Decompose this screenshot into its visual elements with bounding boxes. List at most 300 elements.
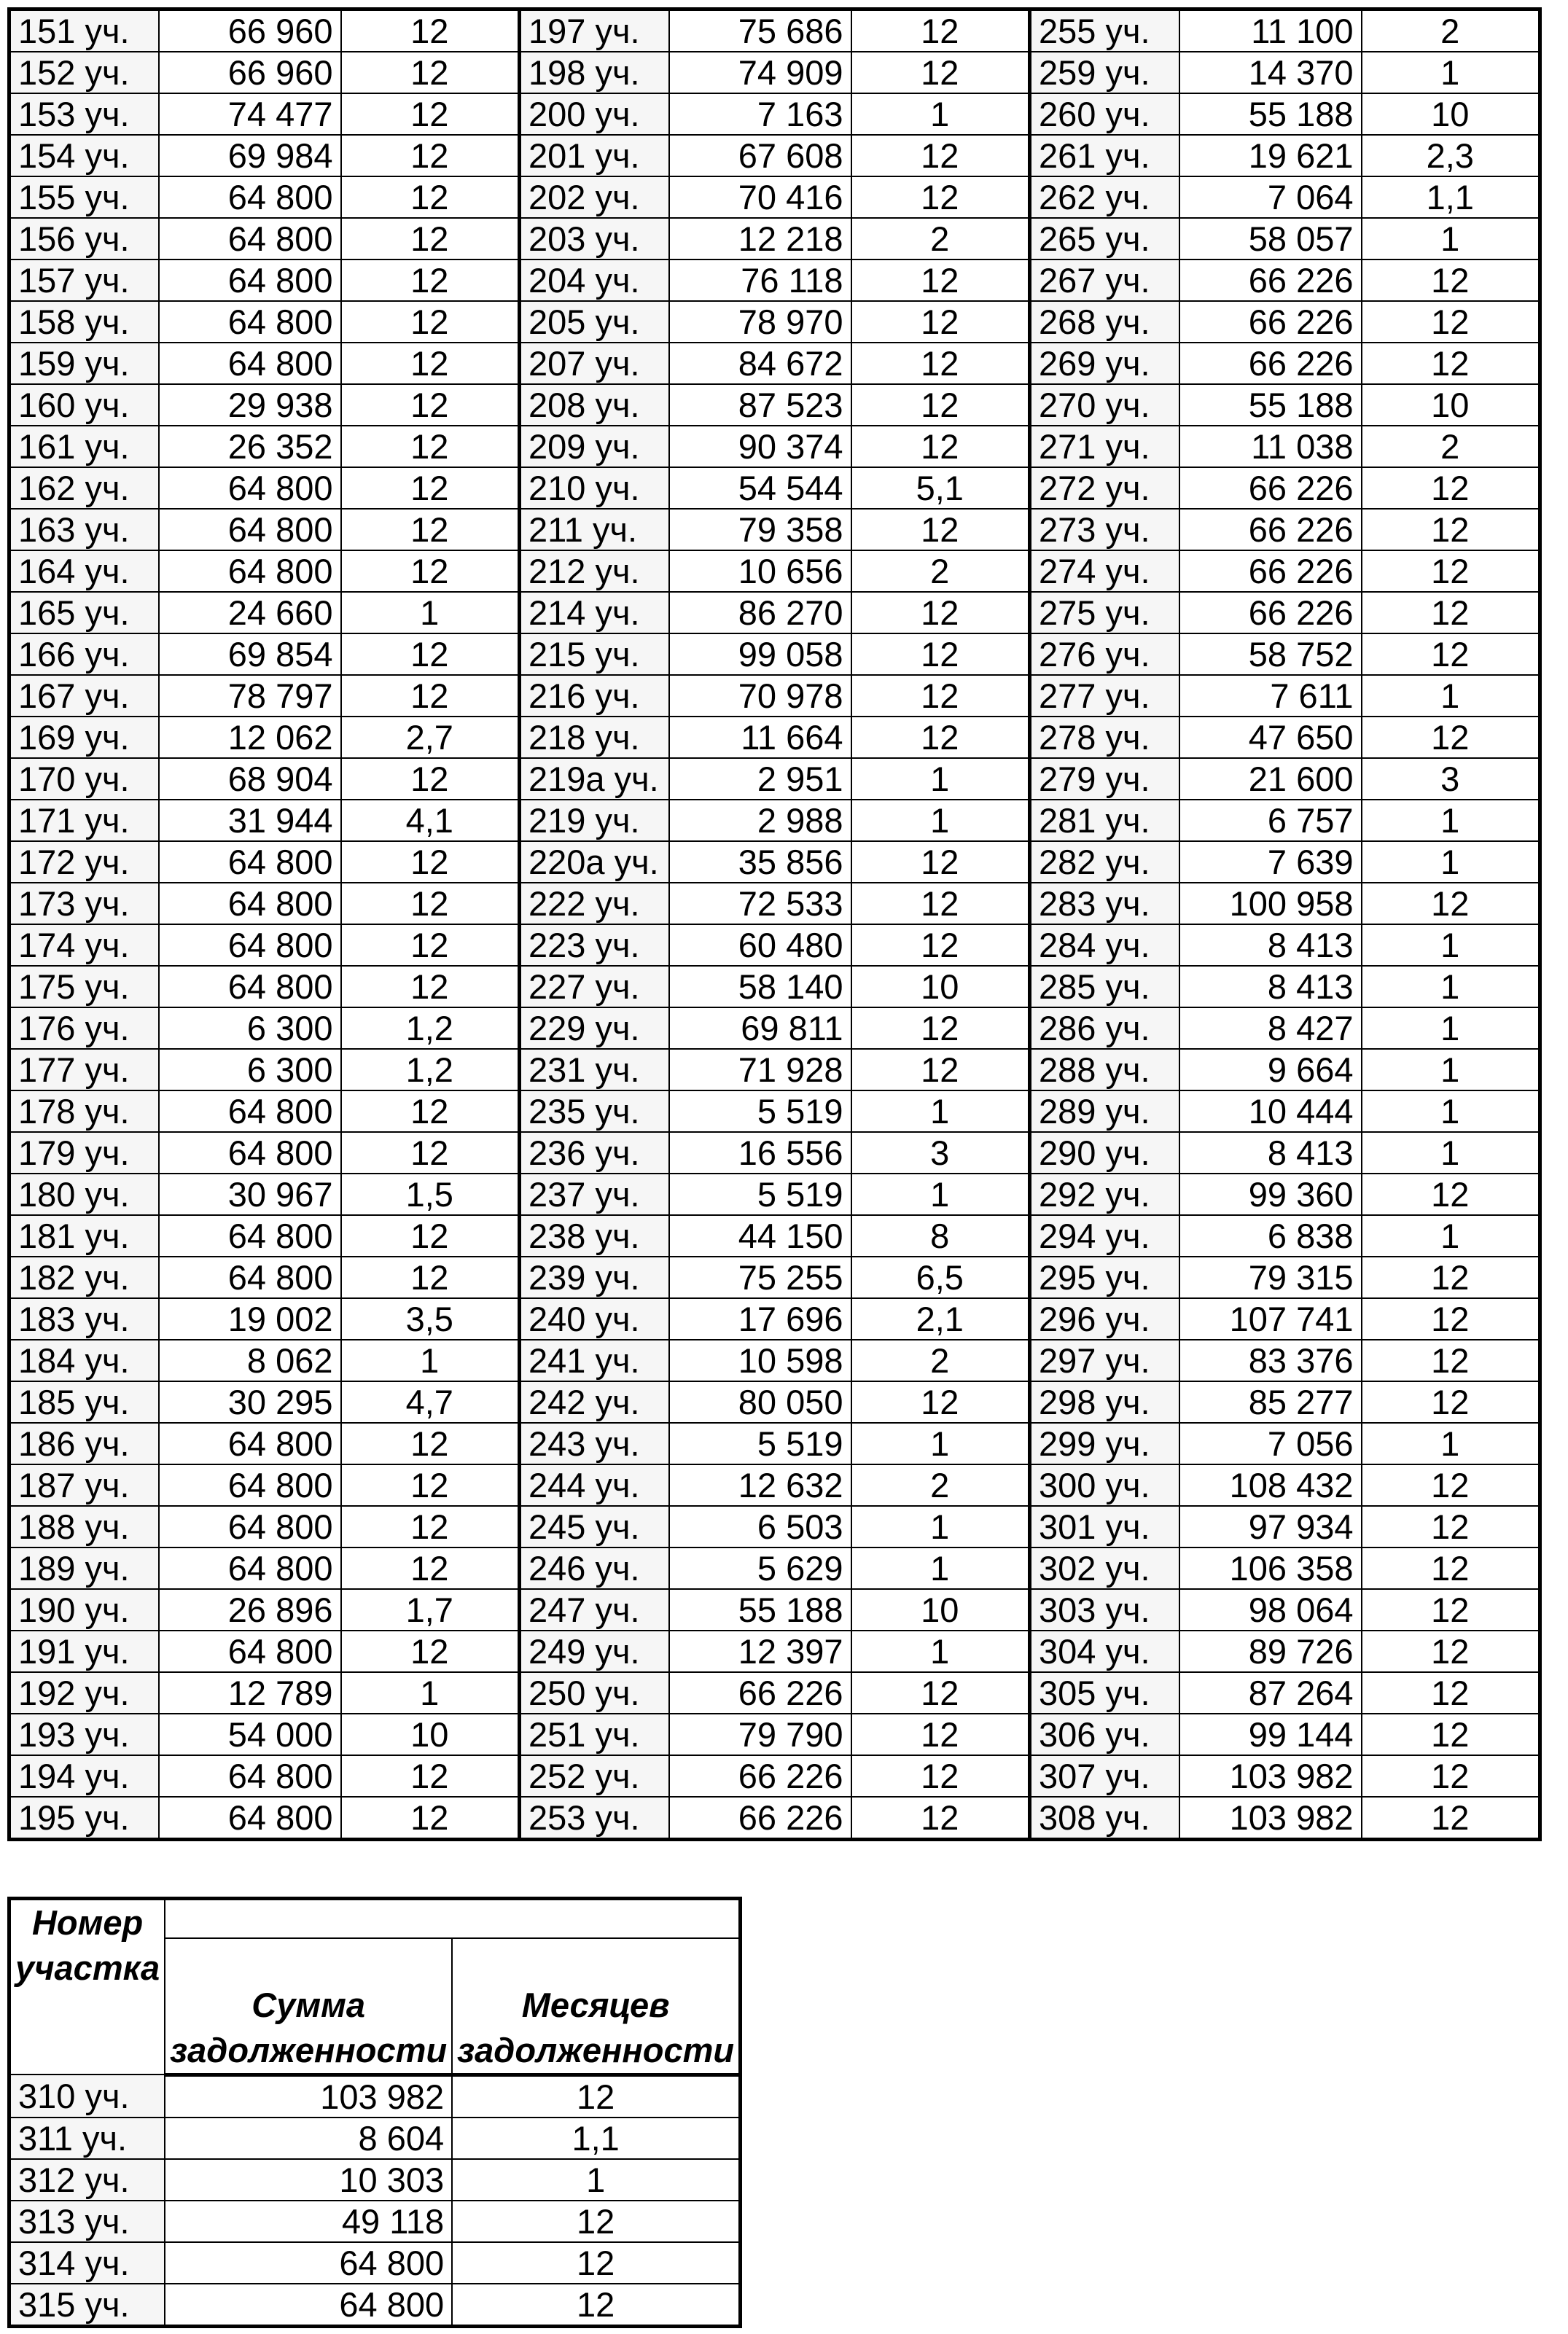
debt-sum-cell: 64 800 xyxy=(159,966,341,1007)
table-row xyxy=(9,966,1540,1007)
debt-sum-cell: 64 800 xyxy=(159,1423,341,1464)
plot-number-cell: 219а уч. xyxy=(520,758,669,800)
plot-number-cell: 260 уч. xyxy=(1030,93,1179,135)
plot-number-cell: 265 уч. xyxy=(1030,218,1179,259)
debt-months-cell: 12 xyxy=(341,675,520,717)
table-row xyxy=(9,550,1540,592)
debt-months-cell: 1 xyxy=(1362,1090,1540,1132)
plot-number-cell: 218 уч. xyxy=(520,717,669,758)
debt-months-cell: 3,5 xyxy=(341,1298,520,1340)
plot-number-cell: 183 уч. xyxy=(9,1298,159,1340)
plot-number-cell: 162 уч. xyxy=(9,467,159,509)
plot-number-cell: 236 уч. xyxy=(520,1132,669,1174)
plot-number-cell: 273 уч. xyxy=(1030,509,1179,550)
debt-sum-cell: 2 951 xyxy=(669,758,851,800)
table-row xyxy=(9,2159,741,2201)
debt-months-cell: 12 xyxy=(341,1132,520,1174)
debt-sum-cell: 6 300 xyxy=(159,1049,341,1090)
debt-sum-cell: 16 556 xyxy=(669,1132,851,1174)
table-row xyxy=(9,9,1540,52)
plot-number-cell: 181 уч. xyxy=(9,1215,159,1257)
debt-sum-cell: 80 050 xyxy=(669,1381,851,1423)
plot-number-cell: 262 уч. xyxy=(1030,176,1179,218)
plot-number-cell: 285 уч. xyxy=(1030,966,1179,1007)
plot-number-cell: 288 уч. xyxy=(1030,1049,1179,1090)
plot-number-cell: 240 уч. xyxy=(520,1298,669,1340)
debt-sum-cell: 90 374 xyxy=(669,426,851,467)
debt-months-cell: 12 xyxy=(851,1714,1030,1755)
debt-sum-cell: 64 800 xyxy=(165,2284,452,2327)
debt-sum-cell: 30 295 xyxy=(159,1381,341,1423)
plot-number-cell: 209 уч. xyxy=(520,426,669,467)
debt-months-cell: 1 xyxy=(851,1631,1030,1672)
table-row xyxy=(9,633,1540,675)
debt-sum-cell: 54 000 xyxy=(159,1714,341,1755)
plot-number-cell: 154 уч. xyxy=(9,135,159,176)
debt-sum-cell: 64 800 xyxy=(159,1547,341,1589)
debt-sum-cell: 58 057 xyxy=(1179,218,1362,259)
plot-number-cell: 235 уч. xyxy=(520,1090,669,1132)
plot-number-cell: 249 уч. xyxy=(520,1631,669,1672)
debt-sum-cell: 99 144 xyxy=(1179,1714,1362,1755)
table-row xyxy=(9,426,1540,467)
debt-sum-cell: 64 800 xyxy=(159,841,341,883)
debt-sum-cell: 58 140 xyxy=(669,966,851,1007)
debt-sum-cell: 31 944 xyxy=(159,800,341,841)
debt-months-cell: 12 xyxy=(1362,259,1540,301)
debt-months-cell: 12 xyxy=(851,1797,1030,1840)
debt-sum-cell: 6 300 xyxy=(159,1007,341,1049)
plot-number-cell: 313 уч. xyxy=(9,2201,165,2242)
plot-number-cell: 303 уч. xyxy=(1030,1589,1179,1631)
debt-sum-cell: 5 519 xyxy=(669,1423,851,1464)
table-row xyxy=(9,93,1540,135)
debt-months-cell: 1 xyxy=(1362,1423,1540,1464)
debt-sum-cell: 14 370 xyxy=(1179,52,1362,93)
debt-months-cell: 12 xyxy=(1362,509,1540,550)
column-header-debt-months: Месяцев задолженности xyxy=(452,1938,741,2075)
debt-months-cell: 12 xyxy=(851,426,1030,467)
plot-number-cell: 315 уч. xyxy=(9,2284,165,2327)
table-row xyxy=(9,1631,1540,1672)
plot-number-cell: 259 уч. xyxy=(1030,52,1179,93)
debt-months-cell: 12 xyxy=(851,135,1030,176)
debt-months-cell: 12 xyxy=(341,633,520,675)
plot-number-cell: 205 уч. xyxy=(520,301,669,343)
debt-sum-cell: 86 270 xyxy=(669,592,851,633)
debt-sum-cell: 85 277 xyxy=(1179,1381,1362,1423)
debt-months-cell: 12 xyxy=(1362,1631,1540,1672)
plot-number-cell: 207 уч. xyxy=(520,343,669,384)
debt-months-cell: 12 xyxy=(851,9,1030,52)
plot-number-cell: 200 уч. xyxy=(520,93,669,135)
plot-number-cell: 270 уч. xyxy=(1030,384,1179,426)
debt-months-cell: 12 xyxy=(1362,1506,1540,1547)
debt-sum-cell: 12 062 xyxy=(159,717,341,758)
plot-number-cell: 247 уч. xyxy=(520,1589,669,1631)
table-row xyxy=(9,1506,1540,1547)
debt-months-cell: 12 xyxy=(341,1090,520,1132)
debt-months-cell: 12 xyxy=(1362,1755,1540,1797)
plot-number-cell: 192 уч. xyxy=(9,1672,159,1714)
plot-number-cell: 214 уч. xyxy=(520,592,669,633)
debt-months-cell: 3 xyxy=(851,1132,1030,1174)
debt-months-cell: 12 xyxy=(341,343,520,384)
debt-table-continuation xyxy=(7,1897,742,2328)
debt-months-cell: 12 xyxy=(1362,1257,1540,1298)
table-row xyxy=(9,218,1540,259)
table-row xyxy=(9,509,1540,550)
debt-sum-cell: 7 064 xyxy=(1179,176,1362,218)
debt-sum-cell: 30 967 xyxy=(159,1174,341,1215)
debt-months-cell: 1 xyxy=(851,1423,1030,1464)
plot-number-cell: 176 уч. xyxy=(9,1007,159,1049)
debt-sum-cell: 12 789 xyxy=(159,1672,341,1714)
debt-sum-cell: 8 427 xyxy=(1179,1007,1362,1049)
plot-number-cell: 180 уч. xyxy=(9,1174,159,1215)
plot-number-cell: 245 уч. xyxy=(520,1506,669,1547)
plot-number-cell: 300 уч. xyxy=(1030,1464,1179,1506)
plot-number-cell: 267 уч. xyxy=(1030,259,1179,301)
plot-number-cell: 294 уч. xyxy=(1030,1215,1179,1257)
debt-sum-cell: 75 255 xyxy=(669,1257,851,1298)
debt-sum-cell: 76 118 xyxy=(669,259,851,301)
debt-sum-cell: 8 413 xyxy=(1179,966,1362,1007)
plot-number-cell: 157 уч. xyxy=(9,259,159,301)
debt-months-cell: 1 xyxy=(341,1340,520,1381)
debt-sum-cell: 64 800 xyxy=(159,1132,341,1174)
debt-sum-cell: 66 960 xyxy=(159,9,341,52)
plot-number-cell: 173 уч. xyxy=(9,883,159,924)
debt-sum-cell: 64 800 xyxy=(159,301,341,343)
debt-months-cell: 12 xyxy=(851,717,1030,758)
plot-number-cell: 191 уч. xyxy=(9,1631,159,1672)
plot-number-cell: 246 уч. xyxy=(520,1547,669,1589)
plot-number-cell: 164 уч. xyxy=(9,550,159,592)
debt-months-cell: 1 xyxy=(1362,841,1540,883)
plot-number-cell: 261 уч. xyxy=(1030,135,1179,176)
table-row xyxy=(9,2242,741,2284)
debt-months-cell: 12 xyxy=(1362,301,1540,343)
column-header-blank xyxy=(165,1899,740,1938)
debt-sum-cell: 11 100 xyxy=(1179,9,1362,52)
debt-months-cell: 12 xyxy=(851,1007,1030,1049)
debt-sum-cell: 78 797 xyxy=(159,675,341,717)
plot-number-cell: 289 уч. xyxy=(1030,1090,1179,1132)
debt-months-cell: 12 xyxy=(452,2242,741,2284)
debt-months-cell: 1 xyxy=(1362,800,1540,841)
debt-months-cell: 12 xyxy=(851,509,1030,550)
plot-number-cell: 292 уч. xyxy=(1030,1174,1179,1215)
plot-number-cell: 170 уч. xyxy=(9,758,159,800)
debt-months-cell: 1 xyxy=(341,592,520,633)
plot-number-cell: 301 уч. xyxy=(1030,1506,1179,1547)
debt-sum-cell: 19 002 xyxy=(159,1298,341,1340)
debt-sum-cell: 100 958 xyxy=(1179,883,1362,924)
plot-number-cell: 297 уч. xyxy=(1030,1340,1179,1381)
debt-sum-cell: 66 226 xyxy=(669,1672,851,1714)
plot-number-cell: 271 уч. xyxy=(1030,426,1179,467)
debt-sum-cell: 66 226 xyxy=(1179,509,1362,550)
debt-sum-cell: 75 686 xyxy=(669,9,851,52)
debt-sum-cell: 6 838 xyxy=(1179,1215,1362,1257)
debt-months-cell: 1 xyxy=(1362,1049,1540,1090)
debt-sum-cell: 66 960 xyxy=(159,52,341,93)
plot-number-cell: 151 уч. xyxy=(9,9,159,52)
plot-number-cell: 311 уч. xyxy=(9,2118,165,2159)
debt-months-cell: 12 xyxy=(341,924,520,966)
debt-months-cell: 1 xyxy=(851,758,1030,800)
plot-number-cell: 296 уч. xyxy=(1030,1298,1179,1340)
debt-sum-cell: 8 413 xyxy=(1179,1132,1362,1174)
plot-number-cell: 159 уч. xyxy=(9,343,159,384)
plot-number-cell: 243 уч. xyxy=(520,1423,669,1464)
plot-number-cell: 203 уч. xyxy=(520,218,669,259)
plot-number-cell: 282 уч. xyxy=(1030,841,1179,883)
plot-number-cell: 305 уч. xyxy=(1030,1672,1179,1714)
debt-sum-cell: 21 600 xyxy=(1179,758,1362,800)
debt-sum-cell: 64 800 xyxy=(159,343,341,384)
plot-number-cell: 255 уч. xyxy=(1030,9,1179,52)
debt-months-cell: 1 xyxy=(851,1174,1030,1215)
table-row xyxy=(9,2118,741,2159)
plot-number-cell: 272 уч. xyxy=(1030,467,1179,509)
plot-number-cell: 202 уч. xyxy=(520,176,669,218)
debt-sum-cell: 99 360 xyxy=(1179,1174,1362,1215)
debt-months-cell: 2 xyxy=(851,1340,1030,1381)
debt-sum-cell: 64 800 xyxy=(159,924,341,966)
plot-number-cell: 237 уч. xyxy=(520,1174,669,1215)
debt-months-cell: 1 xyxy=(452,2159,741,2201)
plot-number-cell: 182 уч. xyxy=(9,1257,159,1298)
debt-sum-cell: 54 544 xyxy=(669,467,851,509)
table-row xyxy=(9,384,1540,426)
debt-months-cell: 12 xyxy=(341,1464,520,1506)
debt-sum-cell: 5 519 xyxy=(669,1090,851,1132)
debt-months-cell: 12 xyxy=(1362,467,1540,509)
debt-months-cell: 1,2 xyxy=(341,1049,520,1090)
plot-number-cell: 283 уч. xyxy=(1030,883,1179,924)
debt-months-cell: 1 xyxy=(1362,675,1540,717)
debt-months-cell: 1 xyxy=(1362,1007,1540,1049)
debt-months-cell: 1 xyxy=(1362,924,1540,966)
plot-number-cell: 204 уч. xyxy=(520,259,669,301)
plot-number-cell: 279 уч. xyxy=(1030,758,1179,800)
debt-sum-cell: 64 800 xyxy=(159,1215,341,1257)
plot-number-cell: 239 уч. xyxy=(520,1257,669,1298)
table-row xyxy=(9,1174,1540,1215)
debt-months-cell: 1 xyxy=(851,1506,1030,1547)
debt-sum-cell: 74 477 xyxy=(159,93,341,135)
debt-months-cell: 12 xyxy=(341,883,520,924)
plot-number-cell: 197 уч. xyxy=(520,9,669,52)
debt-months-cell: 12 xyxy=(341,1423,520,1464)
debt-months-cell: 12 xyxy=(341,1797,520,1840)
debt-sum-cell: 74 909 xyxy=(669,52,851,93)
debt-months-cell: 10 xyxy=(1362,93,1540,135)
plot-number-cell: 169 уч. xyxy=(9,717,159,758)
debt-months-cell: 12 xyxy=(1362,1672,1540,1714)
plot-number-cell: 161 уч. xyxy=(9,426,159,467)
plot-number-cell: 220а уч. xyxy=(520,841,669,883)
plot-number-cell: 314 уч. xyxy=(9,2242,165,2284)
debt-months-cell: 12 xyxy=(851,592,1030,633)
table-row xyxy=(9,1049,1540,1090)
plot-number-cell: 304 уч. xyxy=(1030,1631,1179,1672)
debt-months-cell: 12 xyxy=(341,259,520,301)
debt-sum-cell: 12 632 xyxy=(669,1464,851,1506)
plot-number-cell: 216 уч. xyxy=(520,675,669,717)
debt-months-cell: 4,7 xyxy=(341,1381,520,1423)
debt-months-cell: 12 xyxy=(341,758,520,800)
table-row xyxy=(9,1257,1540,1298)
plot-number-cell: 186 уч. xyxy=(9,1423,159,1464)
plot-number-cell: 274 уч. xyxy=(1030,550,1179,592)
plot-number-cell: 190 уч. xyxy=(9,1589,159,1631)
debt-months-cell: 2 xyxy=(1362,9,1540,52)
debt-sum-cell: 103 982 xyxy=(1179,1797,1362,1840)
debt-sum-cell: 58 752 xyxy=(1179,633,1362,675)
column-header-plot-number: Номер участка xyxy=(9,1899,165,2075)
debt-sum-cell: 17 696 xyxy=(669,1298,851,1340)
debt-months-cell: 1 xyxy=(1362,218,1540,259)
plot-number-cell: 158 уч. xyxy=(9,301,159,343)
debt-sum-cell: 69 984 xyxy=(159,135,341,176)
column-header-debt-sum: Сумма задолженности xyxy=(165,1938,452,2075)
plot-number-cell: 219 уч. xyxy=(520,800,669,841)
plot-number-cell: 198 уч. xyxy=(520,52,669,93)
plot-number-cell: 242 уч. xyxy=(520,1381,669,1423)
debt-sum-cell: 108 432 xyxy=(1179,1464,1362,1506)
debt-sum-cell: 64 800 xyxy=(159,1797,341,1840)
debt-sum-cell: 64 800 xyxy=(159,176,341,218)
table-row xyxy=(9,1423,1540,1464)
debt-sum-cell: 68 904 xyxy=(159,758,341,800)
plot-number-cell: 165 уч. xyxy=(9,592,159,633)
debt-months-cell: 12 xyxy=(1362,1298,1540,1340)
table-row xyxy=(9,924,1540,966)
debt-sum-cell: 6 757 xyxy=(1179,800,1362,841)
debt-sum-cell: 11 664 xyxy=(669,717,851,758)
debt-sum-cell: 71 928 xyxy=(669,1049,851,1090)
debt-months-cell: 12 xyxy=(341,301,520,343)
debt-sum-cell: 19 621 xyxy=(1179,135,1362,176)
debt-sum-cell: 11 038 xyxy=(1179,426,1362,467)
plot-number-cell: 278 уч. xyxy=(1030,717,1179,758)
debt-months-cell: 12 xyxy=(341,1547,520,1589)
plot-number-cell: 252 уч. xyxy=(520,1755,669,1797)
table-row xyxy=(9,1298,1540,1340)
plot-number-cell: 185 уч. xyxy=(9,1381,159,1423)
table-row xyxy=(9,1132,1540,1174)
debt-sum-cell: 66 226 xyxy=(1179,301,1362,343)
table-row xyxy=(9,2284,741,2327)
debt-sum-cell: 7 611 xyxy=(1179,675,1362,717)
plot-number-cell: 208 уч. xyxy=(520,384,669,426)
debt-sum-cell: 66 226 xyxy=(669,1755,851,1797)
debt-months-cell: 12 xyxy=(1362,1381,1540,1423)
debt-months-cell: 12 xyxy=(341,1755,520,1797)
debt-months-cell: 1 xyxy=(1362,966,1540,1007)
plot-number-cell: 295 уч. xyxy=(1030,1257,1179,1298)
debt-sum-cell: 10 598 xyxy=(669,1340,851,1381)
debt-months-cell: 10 xyxy=(851,966,1030,1007)
debt-sum-cell: 69 811 xyxy=(669,1007,851,1049)
table-row xyxy=(9,1755,1540,1797)
table-row xyxy=(9,1215,1540,1257)
debt-months-cell: 12 xyxy=(341,426,520,467)
plot-number-cell: 172 уч. xyxy=(9,841,159,883)
debt-sum-cell: 106 358 xyxy=(1179,1547,1362,1589)
debt-sum-cell: 6 503 xyxy=(669,1506,851,1547)
table-row xyxy=(9,301,1540,343)
debt-sum-cell: 24 660 xyxy=(159,592,341,633)
debt-months-cell: 12 xyxy=(341,1215,520,1257)
plot-number-cell: 171 уч. xyxy=(9,800,159,841)
plot-number-cell: 160 уч. xyxy=(9,384,159,426)
plot-number-cell: 156 уч. xyxy=(9,218,159,259)
table-row xyxy=(9,467,1540,509)
table-row xyxy=(9,1464,1540,1506)
plot-number-cell: 241 уч. xyxy=(520,1340,669,1381)
table-row xyxy=(9,2201,741,2242)
debt-sum-cell: 55 188 xyxy=(1179,384,1362,426)
debt-sum-cell: 64 800 xyxy=(159,1090,341,1132)
debt-months-cell: 12 xyxy=(341,467,520,509)
plot-number-cell: 194 уч. xyxy=(9,1755,159,1797)
debt-sum-cell: 66 226 xyxy=(1179,467,1362,509)
plot-number-cell: 179 уч. xyxy=(9,1132,159,1174)
plot-number-cell: 222 уч. xyxy=(520,883,669,924)
debt-months-cell: 10 xyxy=(341,1714,520,1755)
debt-months-cell: 2,1 xyxy=(851,1298,1030,1340)
debt-sum-cell: 7 163 xyxy=(669,93,851,135)
plot-number-cell: 223 уч. xyxy=(520,924,669,966)
plot-number-cell: 163 уч. xyxy=(9,509,159,550)
debt-months-cell: 1,2 xyxy=(341,1007,520,1049)
plot-number-cell: 215 уч. xyxy=(520,633,669,675)
debt-sum-cell: 5 629 xyxy=(669,1547,851,1589)
table-row xyxy=(9,176,1540,218)
debt-sum-cell: 5 519 xyxy=(669,1174,851,1215)
plot-number-cell: 302 уч. xyxy=(1030,1547,1179,1589)
debt-months-cell: 12 xyxy=(341,93,520,135)
debt-months-cell: 12 xyxy=(341,509,520,550)
debt-sum-cell: 64 800 xyxy=(159,550,341,592)
debt-months-cell: 12 xyxy=(341,1257,520,1298)
debt-months-cell: 12 xyxy=(1362,717,1540,758)
debt-months-cell: 1,7 xyxy=(341,1589,520,1631)
debt-months-cell: 12 xyxy=(1362,633,1540,675)
debt-months-cell: 12 xyxy=(851,1755,1030,1797)
debt-sum-cell: 66 226 xyxy=(669,1797,851,1840)
plot-number-cell: 244 уч. xyxy=(520,1464,669,1506)
plot-number-cell: 184 уч. xyxy=(9,1340,159,1381)
plot-number-cell: 281 уч. xyxy=(1030,800,1179,841)
debt-sum-cell: 35 856 xyxy=(669,841,851,883)
plot-number-cell: 201 уч. xyxy=(520,135,669,176)
debt-sum-cell: 64 800 xyxy=(159,1506,341,1547)
debt-sum-cell: 8 413 xyxy=(1179,924,1362,966)
plot-number-cell: 284 уч. xyxy=(1030,924,1179,966)
plot-number-cell: 178 уч. xyxy=(9,1090,159,1132)
debt-months-cell: 12 xyxy=(851,259,1030,301)
debt-sum-cell: 9 664 xyxy=(1179,1049,1362,1090)
debt-months-cell: 2 xyxy=(851,218,1030,259)
debt-sum-cell: 64 800 xyxy=(165,2242,452,2284)
plot-number-cell: 250 уч. xyxy=(520,1672,669,1714)
debt-months-cell: 1 xyxy=(1362,1132,1540,1174)
